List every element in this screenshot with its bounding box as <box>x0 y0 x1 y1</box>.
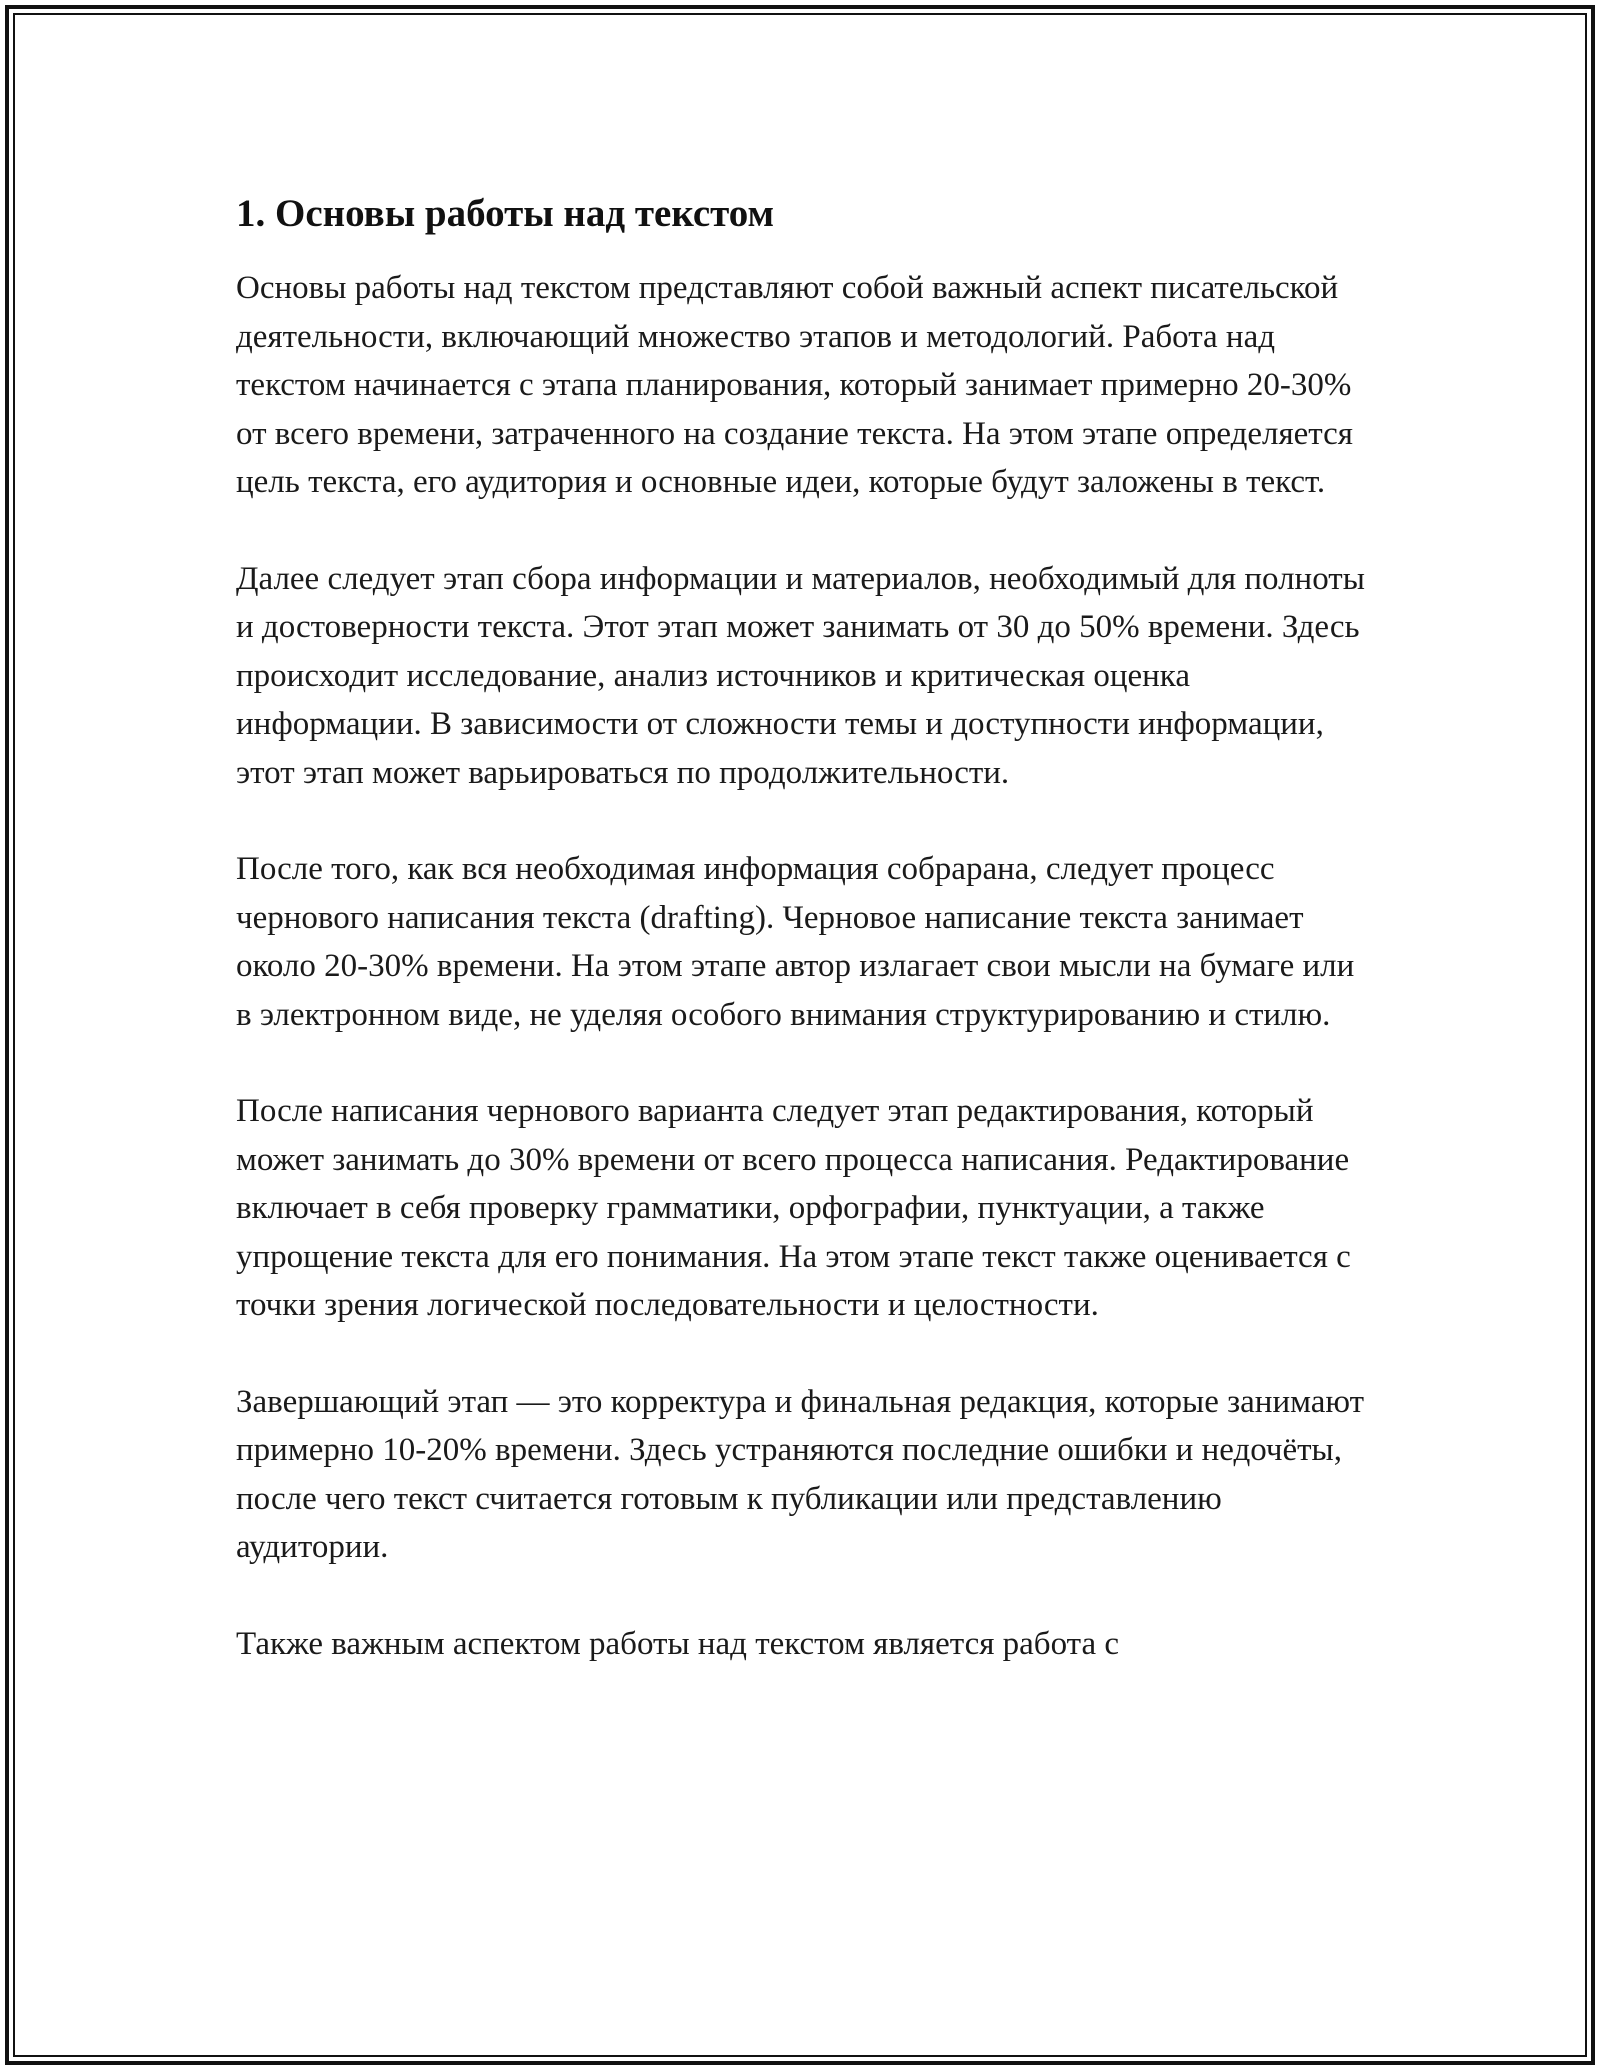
paragraph-planning: Основы работы над текстом представляют собой важный аспект писательской деятельности, включающий множество этапов и методологий. Работа над текстом начинается с этапа планирования, который занимает примерно 20-30% от всего времени, затраченного на создание текста. На этом этапе определяется цель текста, его аудитория и основные идеи, которые будут заложены в текст. <box>236 270 1353 500</box>
document-body <box>236 188 1396 1716</box>
paragraph-proofreading: Завершающий этап — это корректура и финальная редакция, которые занимают примерно 10-20% времени. Здесь устраняются последние ошибки и недочёты, после чего текст считается готовым к публикации или представлению аудитории. <box>236 1383 1365 1565</box>
paragraph-research: Далее следует этап сбора информации и материалов, необходимый для полноты и достоверности текста. Этот этап может занимать от 30 до 50% времени. Здесь происходит исследование, анализ источников и критическая оценка информации. В зависимости от сложности темы и доступности информации, этот этап может варьироваться по продолжительности. <box>236 560 1365 791</box>
paragraph-editing: После написания чернового варианта следует этап редактирования, который может занимать до 30% времени от всего процесса написания. Редактирование включает в себя проверку грамматики, орфографии, пунктуации, а также упрощение текста для его понимания. На этом этапе текст также оценивается с точки зрения логической последовательности и целостности. <box>236 1093 1351 1323</box>
section-heading: 1. Основы работы над текстом <box>236 192 775 235</box>
paragraph-drafting: После того, как вся необходимая информация собрарана, следует процесс чернового написания текста (drafting). Черновое написание текста занимает около 20-30% времени. На этом этапе автор излагает свои мысли на бумаге или в электронном виде, не уделяя особого внимания структурированию и стилю. <box>236 851 1355 1033</box>
paragraph-continuation: Также важным аспектом работы над текстом является работа с <box>236 1625 1120 1662</box>
